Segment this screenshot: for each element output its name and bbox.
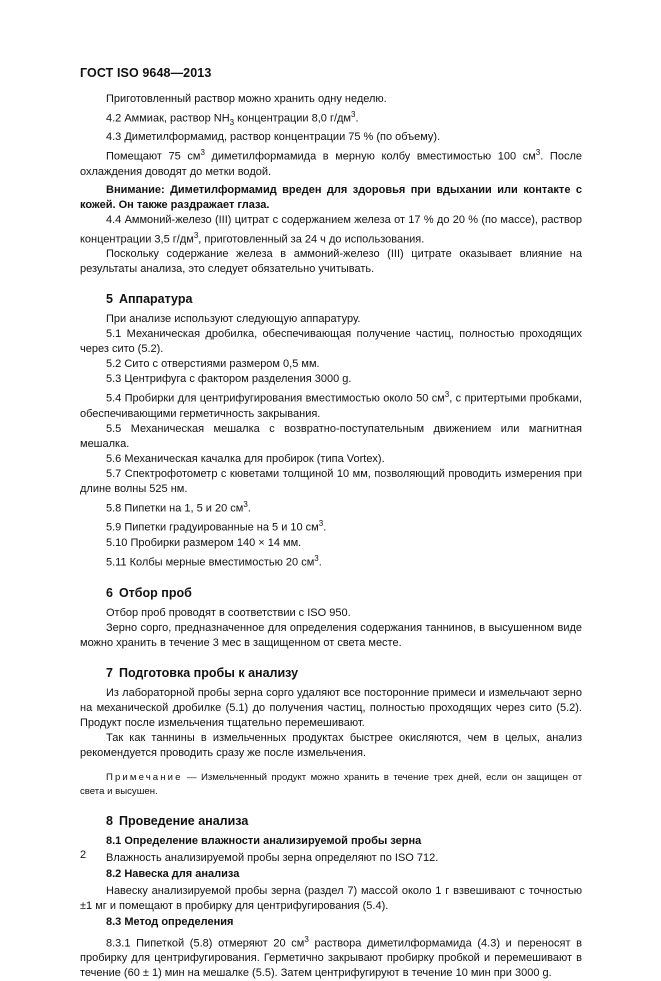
paragraph: Помещают 75 $см^3$ диметилформамида в мерную колбу вместимостью 100 $см^3$. После охлаждения доводят до метки водой. (80, 147, 582, 178)
list-item: 5.10 Пробирки размером 140 × 14 мм. (106, 537, 302, 550)
paragraph: Поскольку содержание железа в аммоний-железо (III) цитрате оказывает влияние на результаты анализа, это следует обязательно учитывать. (80, 248, 582, 276)
reagent-4-4: 4.4 Аммоний-железо (III) цитрат с содержанием железа от 17 % до 20 % (по массе), раствор концентрации 3,5 $г/дм^3$, приготовленный за 24 ч до использования. (80, 213, 582, 246)
paragraph: Зерно сорго, предназначенное для определения содержания таннинов, в высушенном виде можно хранить в течение 3 мес в защищенном от света месте. (80, 621, 582, 649)
paragraph: Отбор проб проводят в соответствии с ISO 950. (106, 606, 351, 619)
paragraph: Приготовленный раствор можно хранить одну неделю. (106, 93, 387, 105)
list-item: 5.9 Пипетки градуированные на 5 и 10 $см^3$. (106, 519, 327, 535)
page-body (80, 92, 582, 981)
paragraph: Из лабораторной пробы зерна сорго удаляют все посторонние примеси и измельчают зерно на механической дробилке (5.1) до получения частиц, полностью проходящих через сито (5.2). Продукт после измельчения тщательно перемешивают. (80, 686, 582, 729)
section-heading-8: 8 Проведение анализа (106, 813, 249, 828)
page-number: 2 (80, 849, 87, 861)
warning-text: Внимание: Диметилформамид вреден для здоровья при вдыхании или контакте с кожей. Он также раздражает глаза. (80, 183, 582, 211)
paragraph: 8.3.1 Пипеткой (5.8) отмеряют 20 $см^3$ раствора диметилформамида (4.3) и переносят в пробирку для центрифугирования. Герметично закрывают пробирку пробкой и перемешивают в течение (60 ± 1) мин на мешалке (5.5). Затем центрифугируют в течение 10 мин при 3000 g. (80, 934, 583, 980)
list-item: 5.11 Колбы мерные вместимостью 20 $см^3$. (106, 554, 322, 569)
list-item: 5.5 Механическая мешалка с возвратно-поступательным движением или магнитная мешалка. (80, 422, 582, 450)
list-item: 5.2 Сито с отверстиями размером 0,5 мм. (106, 358, 320, 371)
section-heading-6: 6 Отбор проб (106, 585, 192, 600)
subsection-heading: 8.3 Метод определения (106, 915, 234, 928)
list-item: 5.3 Центрифуга с фактором разделения 3000 g. (106, 373, 352, 386)
subsection-heading: 8.2 Навеска для анализа (106, 867, 240, 880)
subsection-heading: 8.1 Определение влажности анализируемой пробы зерна (106, 834, 422, 847)
list-item: 5.6 Механическая качалка для пробирок (типа Vortex). (106, 452, 385, 465)
list-item: 5.7 Спектрофотометр с кюветами толщиной 10 мм, позволяющий проводить измерения при длине волны 525 нм. (80, 467, 582, 495)
paragraph: Так как таннины в измельченных продуктах быстрее окисляются, чем в целых, анализ рекомендуется проводить сразу же после измельчения. (80, 731, 582, 759)
paragraph: Влажность анализируемой пробы зерна определяют по ISO 712. (106, 851, 439, 864)
note: Примечание — Измельченный продукт можно хранить в течение трех дней, если он защищен от света и высушен. (80, 771, 582, 797)
list-item: 5.1 Механическая дробилка, обеспечивающая получение частиц, полностью проходящих через сито (5.2). (80, 328, 582, 356)
document-header: ГОСТ ISO 9648—2013 (80, 66, 212, 80)
reagent-4-2: 4.2 Аммиак, раствор $NH_3$ концентрации 8,0 $г/дм^3$. (106, 110, 359, 127)
section-heading-7: 7 Подготовка пробы к анализу (106, 665, 299, 680)
paragraph: Навеску анализируемой пробы зерна (раздел 7) массой около 1 г взвешивают с точностью ±1 мг и помещают в пробирку для центрифугирования (5.4). (80, 884, 582, 912)
list-item: 5.8 Пипетки на 1, 5 и 20 $см^3$. (106, 499, 251, 515)
reagent-4-3: 4.3 Диметилформамид, раствор концентрации 75 % (по объему). (106, 130, 441, 143)
paragraph: При анализе используют следующую аппаратуру. (106, 313, 361, 326)
section-heading-5: 5 Аппаратура (106, 292, 193, 307)
list-item: 5.4 Пробирки для центрифугирования вместимостью около 50 $см^3$, с притертыми пробками, обеспечивающими герметичность закрывания. (80, 390, 583, 420)
